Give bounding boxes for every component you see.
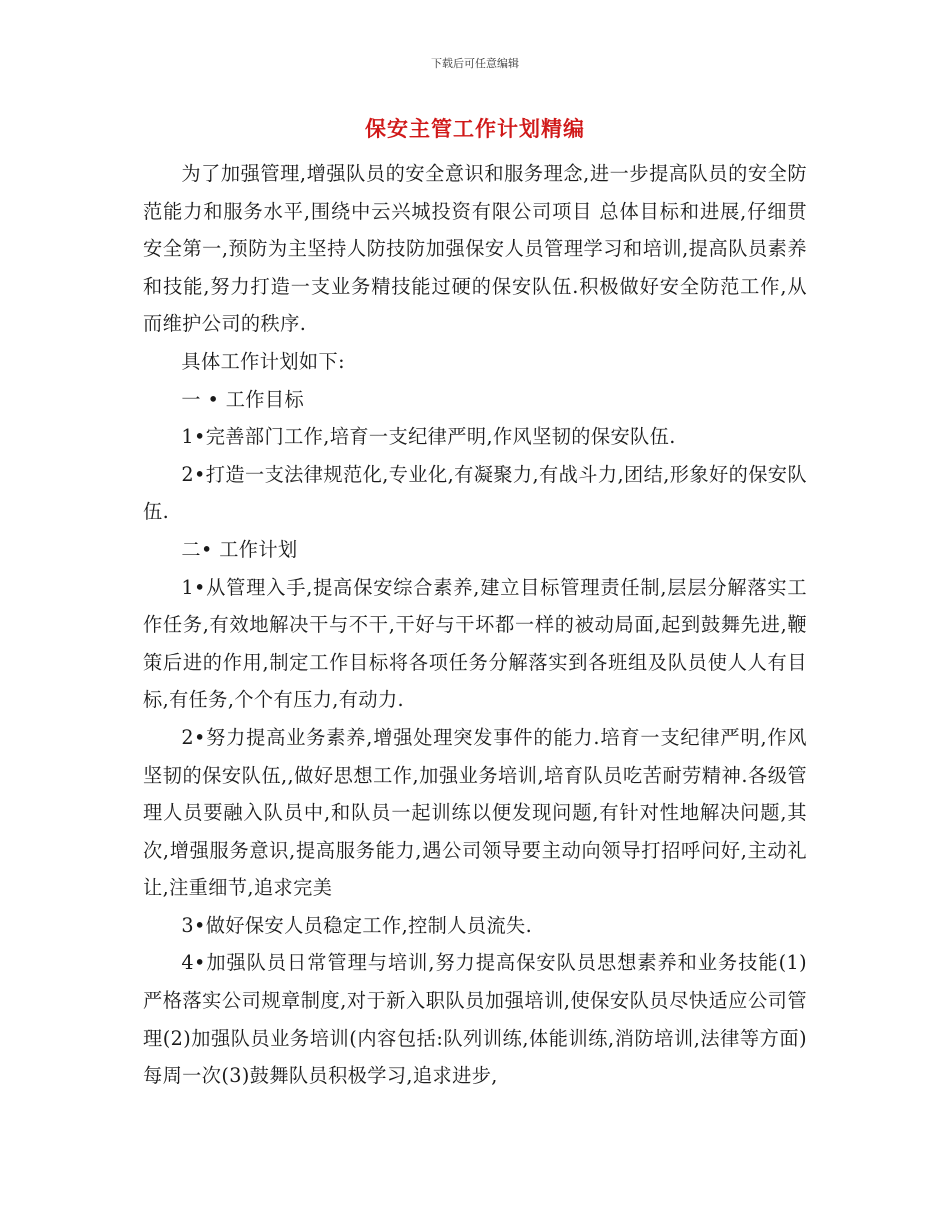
plan-item-3: 3•做好保安人员稳定工作,控制人员流失. (181, 913, 533, 937)
plan-item-4: 4•加强队员日常管理与培训,努力提高保安队员思想素养和业务技能(1)严格落实公司规章制度,对于新入职队员加强培训,使保安队员尽快适应公司管理(2)加强队员业务培训(内容包括:队列训练,体能训练,消防培训,法律等方面)每周一次(3)鼓舞队员积极学习,追求进步, (143, 951, 807, 1088)
document-title: 保安主管工作计划精编 (365, 117, 585, 141)
section-heading-plan: 二• 工作计划 (181, 537, 298, 561)
goal-item-1: 1•完善部门工作,培育一支纪律严明,作风坚韧的保安队伍. (181, 425, 676, 449)
header-note: 下载后可任意编辑 (431, 57, 519, 70)
plan-item-1: 1•从管理入手,提高保安综合素养,建立目标管理责任制,层层分解落实工作任务,有效地解决干与不干,干好与干坏都一样的被动局面,起到鼓舞先进,鞭策后进的作用,制定工作目标将各项任务分解落实到各班组及队员使人人有目标,有任务,个个有压力,有动力. (143, 575, 807, 712)
paragraph-intro: 为了加强管理,增强队员的安全意识和服务理念,进一步提高队员的安全防范能力和服务水平,围绕中云兴城投资有限公司项目 总体目标和进展,仔细贯安全第一,预防为主坚持人防技防加强保安人员管理学习和培训,提高队员素养和技能,努力打造一支业务精技能过硬的保安队伍.积极做好安全防范工作,从而维护公司的秩序. (143, 162, 807, 336)
goal-item-2: 2•打造一支法律规范化,专业化,有凝聚力,有战斗力,团结,形象好的保安队伍. (143, 462, 807, 524)
plan-item-2: 2•努力提高业务素养,增强处理突发事件的能力.培育一支纪律严明,作风坚韧的保安队伍,,做好思想工作,加强业务培训,培育队员吃苦耐劳精神.各级管理人员要融入队员中,和队员一起训练以便发现问题,有针对性地解决问题,其次,增强服务意识,提高服务能力,遇公司领导要主动向领导打招呼问好,主动礼让,注重细节,追求完美 (143, 725, 807, 900)
section-heading-goals: 一 • 工作目标 (181, 387, 305, 411)
document-body (143, 155, 807, 1095)
paragraph-plan-intro: 具体工作计划如下: (181, 349, 345, 373)
